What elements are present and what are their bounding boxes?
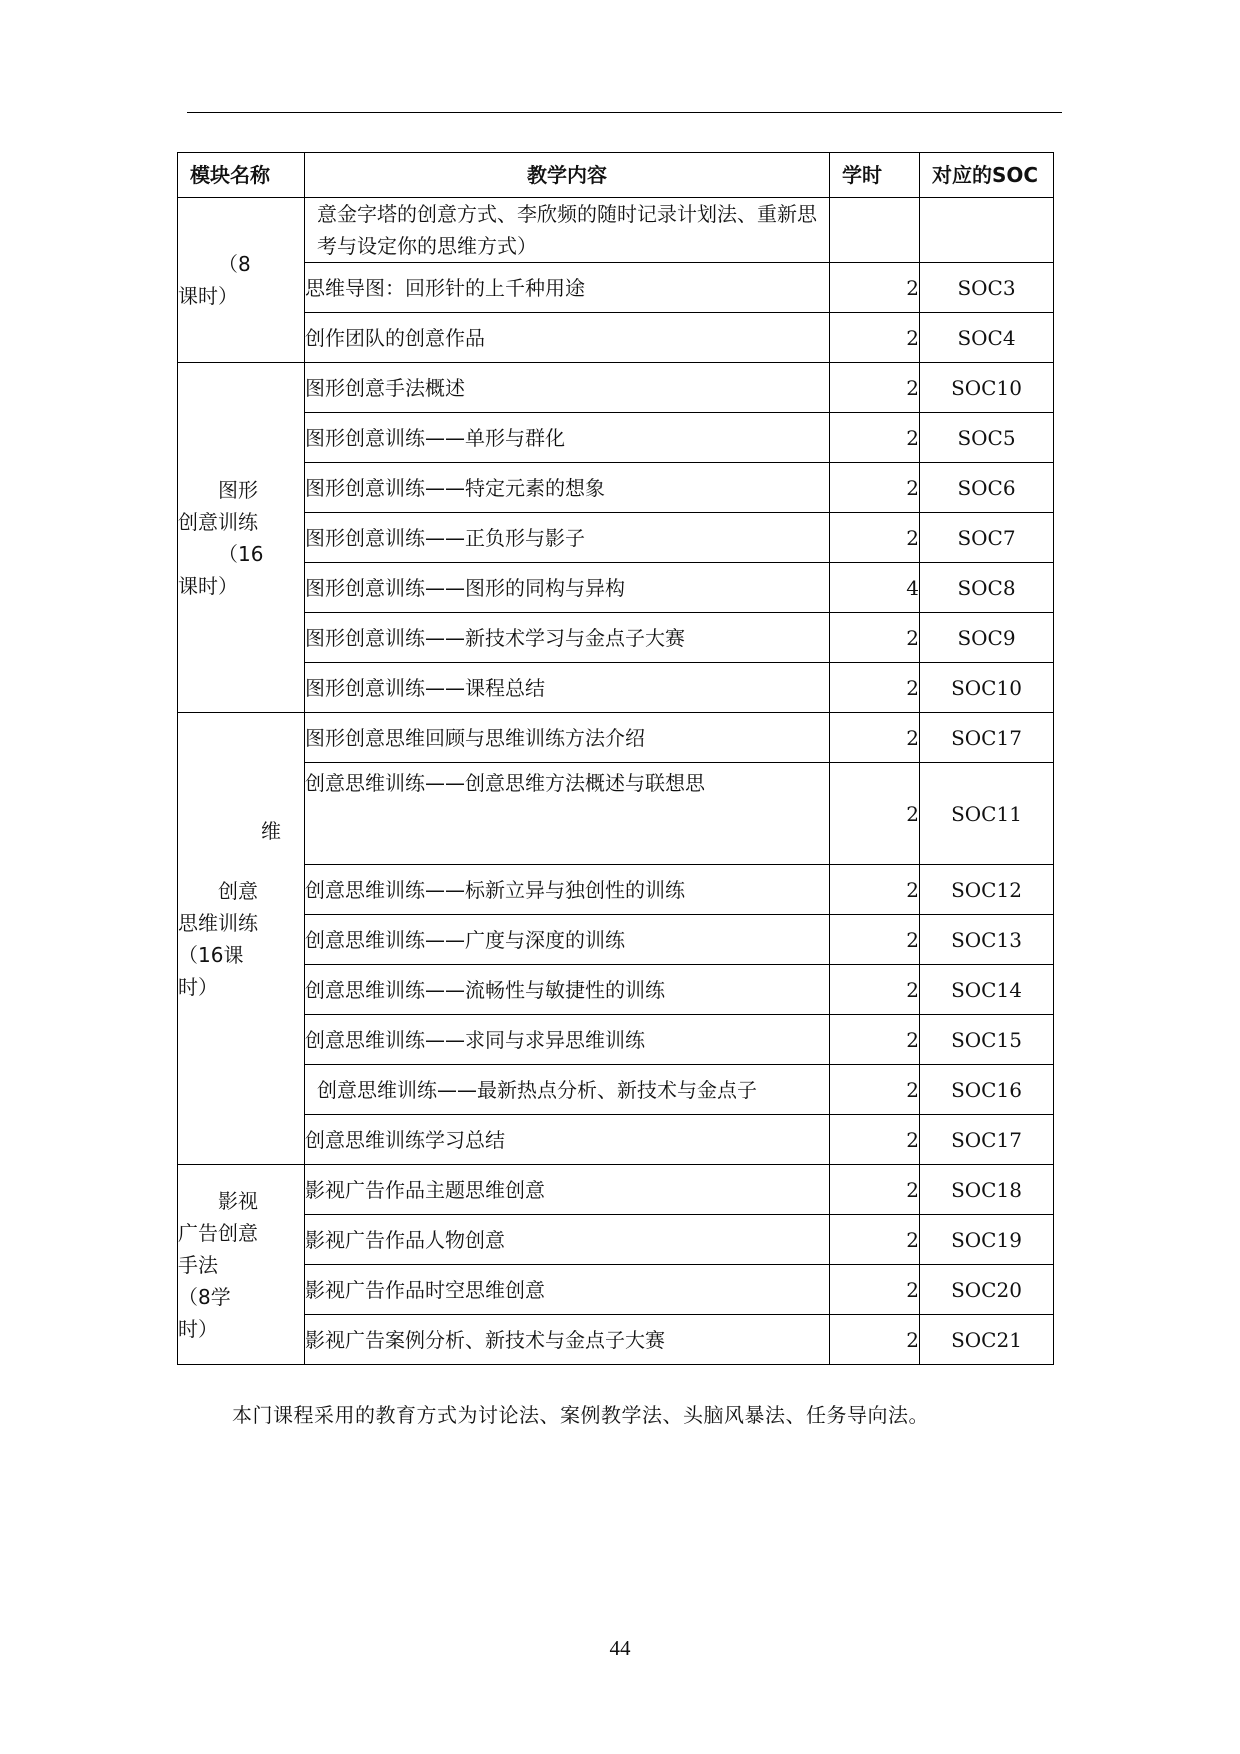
soc-cell: SOC20 xyxy=(920,1265,1054,1315)
content-cell: 图形创意训练——单形与群化 xyxy=(305,413,830,463)
soc-cell: SOC21 xyxy=(920,1315,1054,1365)
content-cell: 思维导图：回形针的上千种用途 xyxy=(305,263,830,313)
content-cell: 图形创意手法概述 xyxy=(305,363,830,413)
hours-cell: 2 xyxy=(830,513,920,563)
content-cell: 创意思维训练——广度与深度的训练 xyxy=(305,915,830,965)
hours-cell: 2 xyxy=(830,1015,920,1065)
soc-cell: SOC17 xyxy=(920,713,1054,763)
table-row xyxy=(178,915,1054,965)
table-row xyxy=(178,965,1054,1015)
table-row xyxy=(178,713,1054,763)
table-row xyxy=(178,865,1054,915)
hours-cell: 2 xyxy=(830,613,920,663)
page-number: 44 xyxy=(609,1636,631,1660)
module-name-line: 创意训练 xyxy=(178,509,258,534)
soc-cell: SOC8 xyxy=(920,563,1054,613)
module-name-line: 广告创意 xyxy=(178,1220,258,1245)
hours-cell: 2 xyxy=(830,1165,920,1215)
header-content: 教学内容 xyxy=(305,153,830,198)
hours-cell: 2 xyxy=(830,713,920,763)
soc-cell: SOC11 xyxy=(920,763,1054,865)
hours-cell: 4 xyxy=(830,563,920,613)
module-cell xyxy=(178,363,305,713)
content-text: 创意思维训练——创意思维方法概述与联想思 xyxy=(305,771,705,795)
module-cell xyxy=(178,1165,305,1365)
content-cell xyxy=(261,763,830,865)
content-cell: 影视广告作品时空思维创意 xyxy=(305,1265,830,1315)
table-row xyxy=(178,1315,1054,1365)
module-name-line: 时） xyxy=(178,974,218,999)
table-row xyxy=(178,763,1054,865)
module-name-line: 图形 xyxy=(218,477,258,502)
content-cell: 影视广告作品人物创意 xyxy=(305,1215,830,1265)
header-rule xyxy=(187,112,1062,113)
soc-cell: SOC18 xyxy=(920,1165,1054,1215)
module-name-line: 影视 xyxy=(218,1188,258,1213)
module-name-line: 手法 xyxy=(178,1252,218,1277)
module-name-line: （8学 xyxy=(178,1284,231,1309)
table-row xyxy=(178,1165,1054,1215)
table-row xyxy=(178,313,1054,363)
soc-cell: SOC3 xyxy=(920,263,1054,313)
table-row xyxy=(178,563,1054,613)
table-row xyxy=(178,198,1054,263)
content-cell: 影视广告作品主题思维创意 xyxy=(305,1165,830,1215)
header-hours: 学时 xyxy=(830,153,920,198)
content-cell: 影视广告案例分析、新技术与金点子大赛 xyxy=(305,1315,830,1365)
hours-cell: 2 xyxy=(830,965,920,1015)
soc-cell: SOC9 xyxy=(920,613,1054,663)
module-name-line: （16 xyxy=(218,541,264,566)
course-module-table xyxy=(177,152,1054,1365)
hours-cell: 2 xyxy=(830,1265,920,1315)
content-cell: 创意思维训练——流畅性与敏捷性的训练 xyxy=(305,965,830,1015)
content-cell: 创意思维训练学习总结 xyxy=(305,1115,830,1165)
content-cell: 创意思维训练——标新立异与独创性的训练 xyxy=(305,865,830,915)
hours-cell: 2 xyxy=(830,865,920,915)
hours-cell: 2 xyxy=(830,363,920,413)
module-name-line: 思维训练 xyxy=(178,910,258,935)
content-text-continued: 维 xyxy=(261,819,281,843)
table-row xyxy=(178,263,1054,313)
table-row xyxy=(178,663,1054,713)
module-name-line: 课时） xyxy=(178,284,238,308)
table-header-row xyxy=(178,153,1054,198)
soc-cell: SOC14 xyxy=(920,965,1054,1015)
module-cell xyxy=(178,198,305,363)
module-name-line: 时） xyxy=(178,1316,218,1341)
table-row xyxy=(178,1265,1054,1315)
header-module: 模块名称 xyxy=(178,153,305,198)
table-row xyxy=(178,463,1054,513)
hours-cell: 2 xyxy=(830,313,920,363)
hours-cell: 2 xyxy=(830,763,920,865)
hours-cell: 2 xyxy=(830,1065,920,1115)
hours-cell: 2 xyxy=(830,463,920,513)
soc-cell: SOC19 xyxy=(920,1215,1054,1265)
table-row xyxy=(178,363,1054,413)
soc-cell: SOC10 xyxy=(920,363,1054,413)
soc-cell: SOC12 xyxy=(920,865,1054,915)
content-cell: 图形创意训练——课程总结 xyxy=(305,663,830,713)
hours-cell: 2 xyxy=(830,1215,920,1265)
soc-cell: SOC10 xyxy=(920,663,1054,713)
hours-cell: 2 xyxy=(830,1115,920,1165)
content-cell: 创意思维训练——求同与求异思维训练 xyxy=(305,1015,830,1065)
soc-cell: SOC7 xyxy=(920,513,1054,563)
table-row xyxy=(178,1015,1054,1065)
table-row xyxy=(178,613,1054,663)
table-row xyxy=(178,1065,1054,1115)
hours-cell: 2 xyxy=(830,663,920,713)
soc-cell: SOC6 xyxy=(920,463,1054,513)
soc-cell xyxy=(920,198,1054,263)
content-cell: 意金字塔的创意方式、李欣频的随时记录计划法、重新思考与设定你的思维方式） xyxy=(305,198,830,263)
content-cell: 图形创意思维回顾与思维训练方法介绍 xyxy=(305,713,830,763)
module-name-line: （8 xyxy=(218,252,251,276)
content-cell: 创意思维训练——最新热点分析、新技术与金点子 xyxy=(305,1065,830,1115)
hours-cell: 2 xyxy=(830,915,920,965)
soc-cell: SOC17 xyxy=(920,1115,1054,1165)
content-cell: 创作团队的创意作品 xyxy=(305,313,830,363)
module-name-line: 创意 xyxy=(218,878,258,903)
table-row xyxy=(178,1115,1054,1165)
content-cell: 图形创意训练——正负形与影子 xyxy=(305,513,830,563)
hours-cell: 2 xyxy=(830,1315,920,1365)
module-cell xyxy=(178,713,305,1165)
content-cell: 图形创意训练——新技术学习与金点子大赛 xyxy=(305,613,830,663)
table-row xyxy=(178,1215,1054,1265)
soc-cell: SOC4 xyxy=(920,313,1054,363)
table-row xyxy=(178,513,1054,563)
hours-cell xyxy=(830,198,920,263)
content-cell: 图形创意训练——图形的同构与异构 xyxy=(305,563,830,613)
content-cell: 图形创意训练——特定元素的想象 xyxy=(305,463,830,513)
teaching-method-note: 本门课程采用的教育方式为讨论法、案例教学法、头脑风暴法、任务导向法。 xyxy=(232,1403,929,1427)
soc-cell: SOC16 xyxy=(920,1065,1054,1115)
table-row xyxy=(178,413,1054,463)
header-soc: 对应的SOC xyxy=(920,153,1054,198)
hours-cell: 2 xyxy=(830,413,920,463)
hours-cell: 2 xyxy=(830,263,920,313)
soc-cell: SOC15 xyxy=(920,1015,1054,1065)
module-name-line: 课时） xyxy=(178,573,238,598)
module-name-line: （16课 xyxy=(178,942,244,967)
soc-cell: SOC13 xyxy=(920,915,1054,965)
soc-cell: SOC5 xyxy=(920,413,1054,463)
